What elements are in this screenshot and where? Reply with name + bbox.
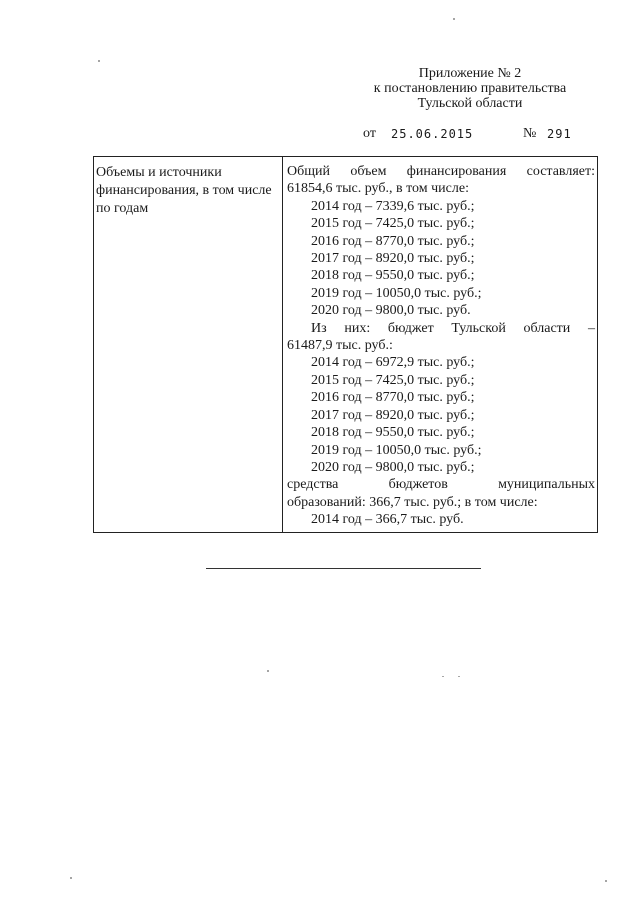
list-item: 2014 год – 366,7 тыс. руб. [311, 512, 464, 528]
scan-speck [605, 880, 607, 882]
scan-speck [267, 670, 269, 672]
closing-rule [206, 568, 481, 569]
municipal-line-a: средства бюджетов муниципальных [287, 477, 595, 493]
regional-line-a: Из них: бюджет Тульской области – [311, 320, 595, 336]
appendix-title: Приложение № 2 [418, 66, 522, 81]
list-item: 2015 год – 7425,0 тыс. руб.; [311, 216, 475, 232]
municipal-years-list [287, 511, 595, 528]
list-item: 2017 год – 8920,0 тыс. руб.; [311, 251, 475, 267]
table-column-divider [282, 157, 283, 532]
document-date: 25.06.2015 [391, 127, 474, 141]
municipal-line-b: образований: 366,7 тыс. руб.; в том числе: [287, 494, 538, 510]
number-label: № [523, 126, 537, 141]
total-years-list [287, 198, 595, 320]
list-item: 2016 год – 8770,0 тыс. руб.; [311, 390, 475, 406]
list-item: 2016 год – 8770,0 тыс. руб.; [311, 233, 475, 249]
financing-table [93, 156, 598, 533]
scan-speck [453, 18, 455, 20]
appendix-header [355, 66, 585, 111]
list-item: 2017 год – 8920,0 тыс. руб.; [311, 407, 475, 423]
total-line-a: Общий объем финансирования составляет: [287, 164, 595, 179]
list-item: 2019 год – 10050,0 тыс. руб.; [311, 442, 482, 458]
scan-speck [70, 877, 72, 879]
regional-line-b: 61487,9 тыс. руб.: [287, 338, 393, 354]
list-item: 2018 год – 9550,0 тыс. руб.; [311, 425, 475, 441]
regional-years-list [287, 354, 595, 476]
list-item: 2020 год – 9800,0 тыс. руб. [311, 303, 471, 319]
document-number: 291 [547, 127, 572, 141]
table-right-cell [287, 163, 595, 529]
list-item: 2019 год – 10050,0 тыс. руб.; [311, 285, 482, 301]
list-item: 2018 год – 9550,0 тыс. руб.; [311, 268, 475, 284]
appendix-region: Тульской области [417, 96, 523, 111]
total-line-b: 61854,6 тыс. руб., в том числе: [287, 181, 469, 197]
list-item: 2015 год – 7425,0 тыс. руб.; [311, 372, 475, 388]
scan-speck [442, 676, 444, 677]
list-item: 2014 год – 6972,9 тыс. руб.; [311, 355, 475, 371]
from-label: от [363, 126, 376, 141]
list-item: 2014 год – 7339,6 тыс. руб.; [311, 198, 475, 214]
scan-speck [458, 676, 460, 677]
scan-speck [98, 60, 100, 62]
appendix-subtitle: к постановлению правительства [373, 81, 567, 96]
list-item: 2020 год – 9800,0 тыс. руб.; [311, 459, 475, 475]
table-left-cell: Объемы и источники финансирования, в том числе по годам [96, 165, 272, 216]
